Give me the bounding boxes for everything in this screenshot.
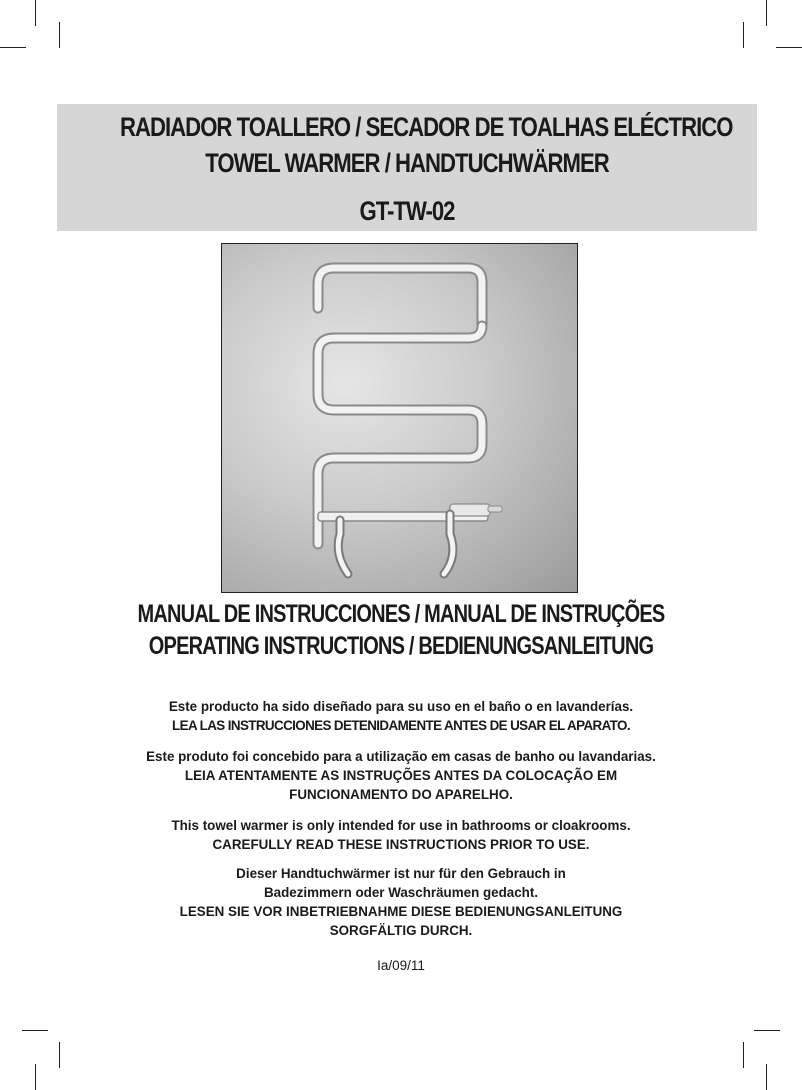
crop-mark bbox=[0, 47, 26, 48]
crop-mark bbox=[59, 1042, 60, 1068]
product-title-line2: TOWEL WARMER / HANDTUCHWÄRMER bbox=[205, 148, 609, 178]
crop-mark bbox=[35, 0, 36, 26]
manual-title-line1: MANUAL DE INSTRUCCIONES / MANUAL DE INSTRUÇÕES bbox=[137, 600, 665, 628]
notice-de-usage-1: Dieser Handtuchwärmer ist nur für den Gebrauch in bbox=[236, 866, 566, 881]
manual-title-line2: OPERATING INSTRUCTIONS / BEDIENUNGSANLEITUNG bbox=[148, 632, 654, 660]
towel-warmer-illustration bbox=[222, 244, 578, 593]
crop-mark bbox=[59, 22, 60, 48]
notice-de-usage-2: Badezimmern oder Waschräumen gedacht. bbox=[263, 885, 539, 900]
notice-es-usage: Este producto ha sido diseñado para su uso en el baño o en lavanderías. bbox=[168, 699, 634, 714]
crop-mark bbox=[754, 1030, 780, 1031]
notice-en-usage: This towel warmer is only intended for use in bathrooms or cloakrooms. bbox=[171, 818, 631, 833]
crop-mark bbox=[766, 0, 767, 26]
crop-mark bbox=[776, 47, 802, 48]
notice-de-warning-2: SORGFÄLTIG DURCH. bbox=[329, 923, 473, 938]
crop-mark bbox=[766, 1064, 767, 1090]
crop-mark bbox=[743, 22, 744, 48]
notice-es-warning: LEA LAS INSTRUCCIONES DETENIDAMENTE ANTES DE USAR EL APARATO. bbox=[172, 718, 630, 733]
notice-pt-warning-1: LEIA ATENTAMENTE AS INSTRUÇÕES ANTES DA COLOCAÇÃO EM bbox=[184, 768, 618, 783]
crop-mark bbox=[22, 1030, 48, 1031]
product-title-line1: RADIADOR TOALLERO / SECADOR DE TOALHAS ELÉCTRICO bbox=[120, 112, 733, 142]
notice-de-warning-1: LESEN SIE VOR INBETRIEBNAHME DIESE BEDIENUNGSANLEITUNG bbox=[179, 904, 623, 919]
crop-mark bbox=[743, 1042, 744, 1068]
product-photo bbox=[221, 243, 578, 593]
revision-code: Ia/09/11 bbox=[377, 958, 425, 973]
crop-mark bbox=[35, 1064, 36, 1090]
notice-en-warning: CAREFULLY READ THESE INSTRUCTIONS PRIOR TO USE. bbox=[212, 837, 590, 852]
notice-pt-warning-2: FUNCIONAMENTO DO APARELHO. bbox=[289, 787, 513, 802]
notice-pt-usage: Este produto foi concebido para a utilização em casas de banho ou lavandarias. bbox=[146, 749, 656, 764]
model-number: GT-TW-02 bbox=[359, 196, 455, 226]
